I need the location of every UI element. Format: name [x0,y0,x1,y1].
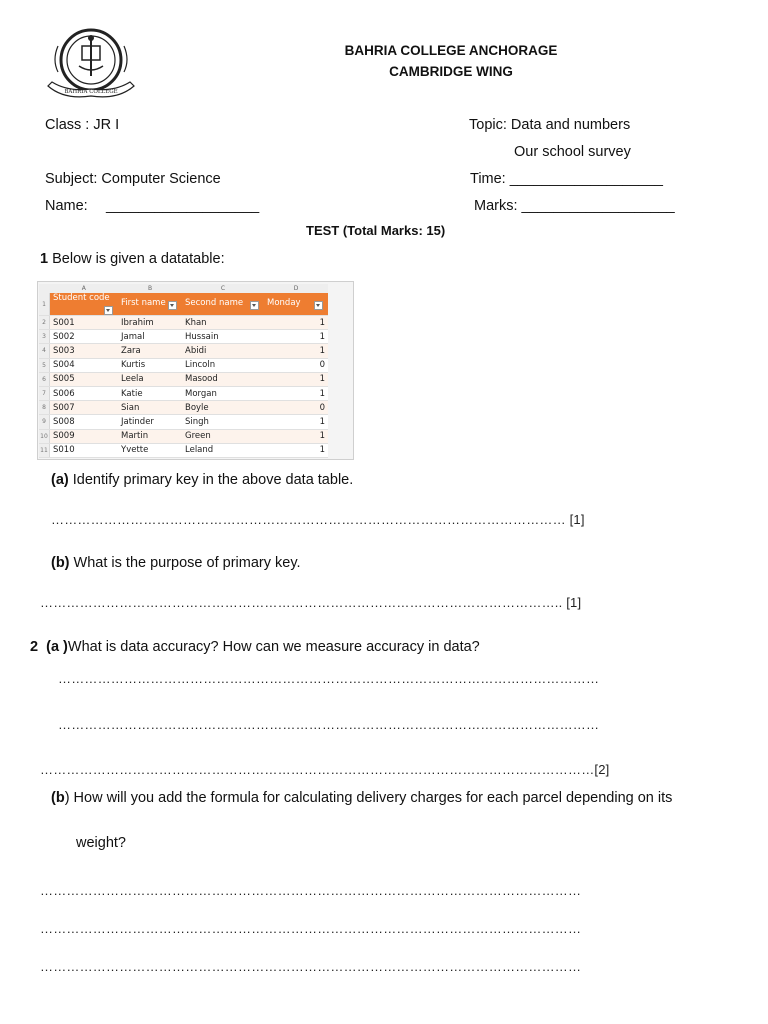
q2a-answer-line-2: …………………………………………………………………………………………………………… [58,717,600,732]
table-cell: Singh [182,415,264,429]
table-row [39,372,328,386]
name-label: Name: [45,198,88,214]
q2b-label: (b [51,790,65,806]
table-cell: Hussain [182,330,264,344]
q2b-text: ) How will you add the formula for calculating delivery charges for each parcel depending on its [64,790,673,806]
col-letter: B [118,284,182,293]
q1-text: Below is given a datatable: [48,251,225,267]
row-number: 2 [39,316,50,330]
filter-dropdown-icon [104,306,113,315]
row-number: 9 [39,415,50,429]
header-row [39,293,328,316]
table-cell: Leela [118,372,182,386]
college-logo [44,26,138,98]
table-cell: S008 [50,415,119,429]
table-cell: S002 [50,330,119,344]
table-cell: Khan [182,316,264,330]
table-row [39,401,328,415]
table-cell: 1 [264,386,328,400]
header-cell: Student code [50,293,119,316]
table-row [39,415,328,429]
school-name: BAHRIA COLLEGE ANCHORAGE [344,43,558,58]
table-cell: Ibrahim [118,316,182,330]
row-number: 7 [39,386,50,400]
row-number: 4 [39,344,50,358]
q2a-answer-line-1: …………………………………………………………………………………………………………… [58,671,600,686]
q2b-text-continued: weight? [76,835,126,851]
table-cell: Masood [182,372,264,386]
table-cell: Lincoln [182,358,264,372]
table-cell: Martin [118,429,182,443]
table-cell: Katie [118,386,182,400]
row-number: 6 [39,372,50,386]
q2b-answer-line-2: …………………………………………………………………………………………………………… [40,921,582,936]
table-cell: 1 [264,443,328,457]
filter-dropdown-icon [168,301,177,310]
table-cell: 0 [264,358,328,372]
q2b-answer-line-1: …………………………………………………………………………………………………………… [40,883,582,898]
table-row [39,330,328,344]
datatable [39,284,328,458]
col-letter: C [182,284,264,293]
table-cell: Boyle [182,401,264,415]
q1-number: 1 [40,251,49,267]
q1b-label: (b) [51,555,70,571]
table-cell: S009 [50,429,119,443]
table-cell: S007 [50,401,119,415]
table-cell: S010 [50,443,119,457]
time-field: Time: ___________________ [470,171,663,187]
q2a-answer-line-3: ………………………………………………………………………………………………………………[2] [40,762,610,777]
q1a-text: Identify primary key in the above data table. [68,472,354,488]
table-cell: S003 [50,344,119,358]
logo-text: BAHRIA COLLEGE [64,89,118,95]
table-cell: Jamal [118,330,182,344]
table-cell: S005 [50,372,119,386]
q2b-prompt [51,790,672,806]
table-cell: S001 [50,316,119,330]
marks-field: Marks: ___________________ [474,198,675,214]
table-cell: 1 [264,344,328,358]
table-row [39,358,328,372]
table-cell: Zara [118,344,182,358]
table-cell: 1 [264,372,328,386]
table-row [39,344,328,358]
table-row [39,429,328,443]
table-cell: 1 [264,330,328,344]
q1b-answer-line: ……………………………………………………………………………………………………….. [1] [40,595,582,610]
q2a-label: (a ) [46,639,68,655]
school-wing: CAMBRIDGE WING [389,64,513,79]
filter-dropdown-icon [250,301,259,310]
header-cell: First name [118,293,182,316]
row-number: 3 [39,330,50,344]
q1b-text: What is the purpose of primary key. [69,555,301,571]
q1-prompt [40,251,225,267]
filter-dropdown-icon [314,301,323,310]
q1b-prompt [51,555,301,571]
table-cell: Sian [118,401,182,415]
q1a-prompt [51,472,353,488]
table-row [39,386,328,400]
table-cell: Kurtis [118,358,182,372]
table-cell: Yvette [118,443,182,457]
column-letters-row [39,284,328,293]
header-cell: Second name [182,293,264,316]
q2b-answer-line-3: …………………………………………………………………………………………………………… [40,959,582,974]
table-cell: Morgan [182,386,264,400]
test-title: TEST (Total Marks: 15) [306,223,446,238]
table-cell: S004 [50,358,119,372]
subject-label: Subject: Computer Science [45,171,221,187]
table-cell: Leland [182,443,264,457]
q2a-prompt [30,639,480,655]
q1a-answer-line: ……………………………………………………………………………………………………… [1] [51,512,585,527]
table-cell: Jatinder [118,415,182,429]
datatable-image [37,281,354,460]
name-line: ___________________ [106,198,260,214]
table-row [39,316,328,330]
table-cell: S006 [50,386,119,400]
col-letter: D [264,284,328,293]
table-cell: 0 [264,401,328,415]
table-cell: 1 [264,415,328,429]
q2-number: 2 [30,639,39,655]
table-cell: Abidi [182,344,264,358]
q1a-label: (a) [51,472,69,488]
table-cell: 1 [264,429,328,443]
col-letter: A [50,284,119,293]
q2a-text: What is data accuracy? How can we measure accuracy in data? [67,639,480,655]
row-number: 1 [39,293,50,316]
row-number: 8 [39,401,50,415]
header-cell: Monday [264,293,328,316]
table-row [39,443,328,457]
topic-label: Topic: Data and numbers [469,117,631,133]
row-number: 10 [39,429,50,443]
table-cell: Green [182,429,264,443]
row-number: 11 [39,443,50,457]
row-number: 5 [39,358,50,372]
class-label: Class : JR I [45,117,120,133]
table-cell: 1 [264,316,328,330]
topic-subtitle: Our school survey [514,144,631,160]
